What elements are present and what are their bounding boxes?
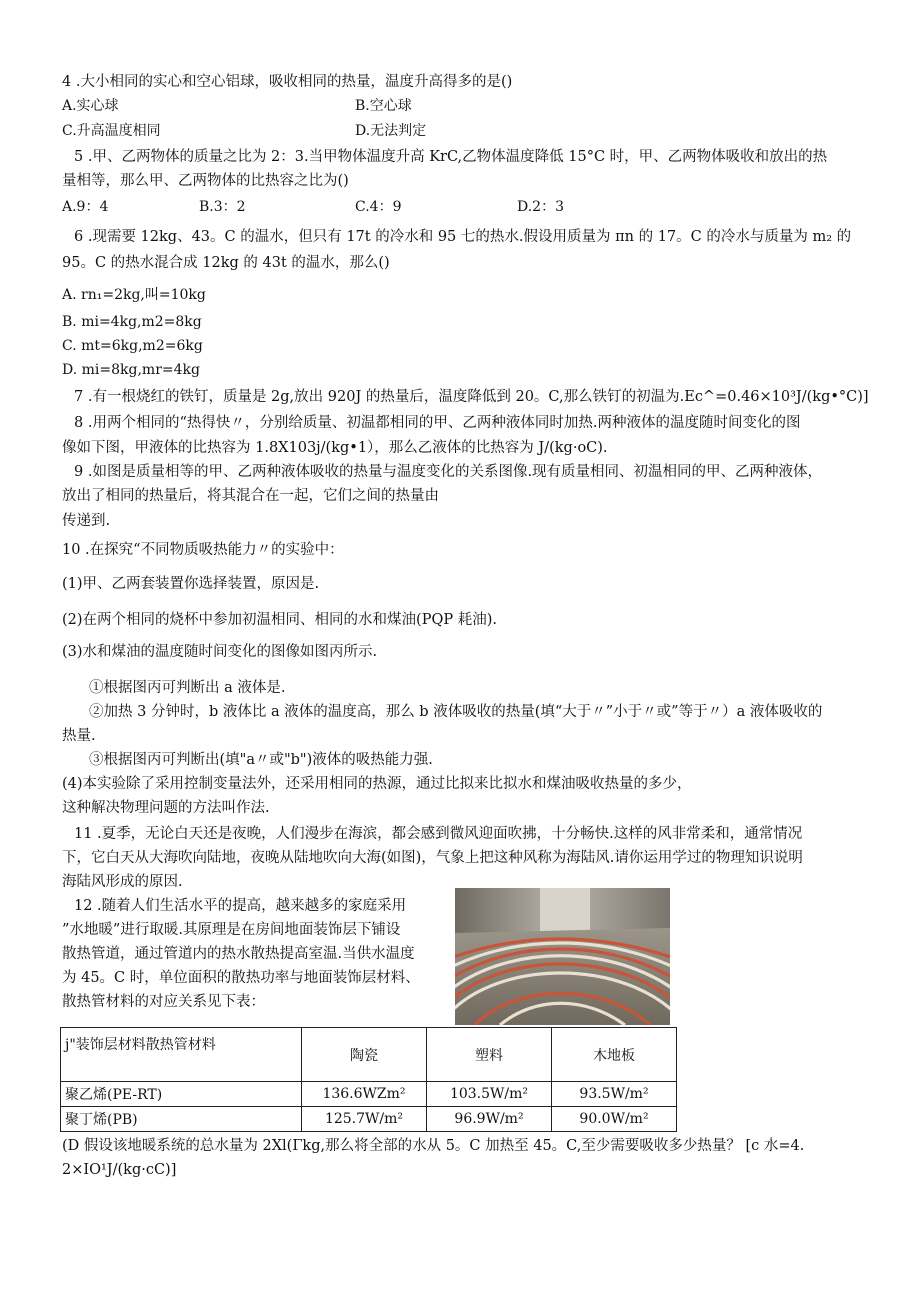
q4-text: 4 .大小相同的实心和空心铝球，吸收相同的热量，温度升高得多的是() xyxy=(62,74,513,90)
q6-line2: 95。C 的热水混合成 12kg 的 43t 的温水，那么() xyxy=(62,255,390,271)
q6-line1: 6 .现需要 12kg、43。C 的温水，但只有 17t 的冷水和 95 七的热水.假设用质量为 πn 的 17。C 的冷水与质量为 m₂ 的 xyxy=(74,229,852,245)
q10-sub2: (2)在两个相同的烧杯中参加初温相同、相同的水和煤油(PQP 耗油). xyxy=(62,612,497,628)
q5-option-b: B.3：2 xyxy=(199,199,246,215)
q10-part-b-line2: 热量. xyxy=(62,728,96,744)
q8-line2: 像如下图，甲液体的比热容为 1.8X103j/(kg•1），那么乙液体的比热容为 J/(kg·oC). xyxy=(62,440,608,456)
q10-part-a: ①根据图丙可判断出 a 液体是. xyxy=(89,680,286,696)
table-corner-cell: j"装饰层材料散热管材料 xyxy=(61,1028,302,1082)
table-cell: 103.5W/m² xyxy=(427,1082,552,1107)
table-header-ceramic: 陶瓷 xyxy=(302,1028,427,1082)
q6-option-d: D. mi=8kg,mr=4kg xyxy=(62,362,200,378)
row-label: 聚丁烯(PB) xyxy=(61,1107,302,1132)
table-cell: 96.9W/m² xyxy=(427,1107,552,1132)
q4-option-d: D.无法判定 xyxy=(355,123,427,139)
q12-line5: 散热管材料的对应关系见下表： xyxy=(62,994,265,1010)
q12-line1: 12 .随着人们生活水平的提高，越来越多的家庭采用 xyxy=(74,898,407,914)
q9-line2: 放出了相同的热量后，将其混合在一起，它们之间的热量由 xyxy=(62,488,439,504)
q10-sub4-line1: (4)本实验除了采用控制变量法外，还采用相同的热源，通过比拟来比拟水和煤油吸收热量的多少， xyxy=(62,776,692,792)
q4-option-a: A.实心球 xyxy=(62,98,119,114)
q10-sub4-line2: 这种解决物理问题的方法叫作法. xyxy=(62,800,270,816)
table-cell: 125.7W/m² xyxy=(302,1107,427,1132)
q12-line2: ”水地暖”进行取暖.其原理是在房间地面装饰层下铺设 xyxy=(62,922,401,938)
q9-line3: 传递到. xyxy=(62,513,111,529)
floor-heating-photo xyxy=(455,888,670,1025)
table-cell: 90.0W/m² xyxy=(552,1107,677,1132)
q11-line1: 11 .夏季，无论白天还是夜晚，人们漫步在海滨，都会感到微风迎面吹拂，十分畅快.这样的风非常柔和，通常情况 xyxy=(74,826,803,842)
q9-line1: 9 .如图是质量相等的甲、乙两种液体吸收的热量与温度变化的关系图像.现有质量相同、初温相同的甲、乙两种液体， xyxy=(74,464,823,480)
q10-part-b-line1: ②加热 3 分钟时，b 液体比 a 液体的温度高，那么 b 液体吸收的热量(填“大于〃”小于〃或”等于〃）a 液体吸收的 xyxy=(89,704,823,720)
q12-sub1-line2: 2×IO¹J/(kg·cC)] xyxy=(62,1162,177,1178)
q5-option-c: C.4：9 xyxy=(355,199,402,215)
heat-power-table xyxy=(60,1027,677,1132)
q10-title: 10 .在探究“不同物质吸热能力〃的实验中： xyxy=(62,542,344,558)
table-row xyxy=(61,1107,677,1132)
table-row xyxy=(61,1082,677,1107)
table-cell: 136.6WZm² xyxy=(302,1082,427,1107)
q10-sub1: (1)甲、乙两套装置你选择装置，原因是. xyxy=(62,576,320,592)
q6-option-c: C. mt=6kg,m2=6kg xyxy=(62,338,203,354)
q5-option-a: A.9：4 xyxy=(62,199,109,215)
q8-line1: 8 .用两个相同的“热得快〃，分别给质量、初温都相同的甲、乙两种液体同时加热.两种液体的温度随时间变化的图 xyxy=(74,415,801,431)
table-header-row xyxy=(61,1028,677,1082)
q12-line4: 为 45。C 时，单位面积的散热功率与地面装饰层材料、 xyxy=(62,970,420,986)
table-header-wood: 木地板 xyxy=(552,1028,677,1082)
q5-line1: 5 .甲、乙两物体的质量之比为 2：3.当甲物体温度升高 KrC,乙物体温度降低 15°C 时，甲、乙两物体吸收和放出的热 xyxy=(74,149,828,165)
q5-option-d: D.2：3 xyxy=(517,199,564,215)
q5-line2: 量相等，那么甲、乙两物体的比热容之比为() xyxy=(62,173,349,189)
q12-line3: 散热管道，通过管道内的热水散热提高室温.当供水温度 xyxy=(62,946,415,962)
q4-option-c: C.升高温度相同 xyxy=(62,123,161,139)
q11-line2: 下，它白天从大海吹向陆地，夜晚从陆地吹向大海(如图)，气象上把这种风称为海陆风.请你运用学过的物理知识说明 xyxy=(62,850,803,866)
table-cell: 93.5W/m² xyxy=(552,1082,677,1107)
row-label: 聚乙烯(PE-RT) xyxy=(61,1082,302,1107)
q11-line3: 海陆风形成的原因. xyxy=(62,874,183,890)
q6-option-a: A. rn₁=2kg,叫=10kg xyxy=(62,287,206,303)
q4-option-b: B.空心球 xyxy=(355,98,412,114)
q7-text: 7 .有一根烧红的铁钉，质量是 2g,放出 920J 的热量后，温度降低到 20。C,那么铁钉的初温为.Ec^=0.46×10³J/(kg•°C)] xyxy=(74,389,869,405)
floor-heating-pipes-image xyxy=(455,888,670,1025)
q10-part-c: ③根据图丙可判断出(填"a〃或"b")液体的吸热能力强. xyxy=(89,752,433,768)
table-header-plastic: 塑料 xyxy=(427,1028,552,1082)
q12-sub1-line1: (D 假设该地暖系统的总水量为 2Xl(Γkg,那么将全部的水从 5。C 加热至 45。C,至少需要吸收多少热量？ [c 水=4. xyxy=(62,1138,805,1154)
q10-sub3: (3)水和煤油的温度随时间变化的图像如图丙所示. xyxy=(62,644,378,660)
q6-option-b: B. mi=4kg,m2=8kg xyxy=(62,314,202,330)
